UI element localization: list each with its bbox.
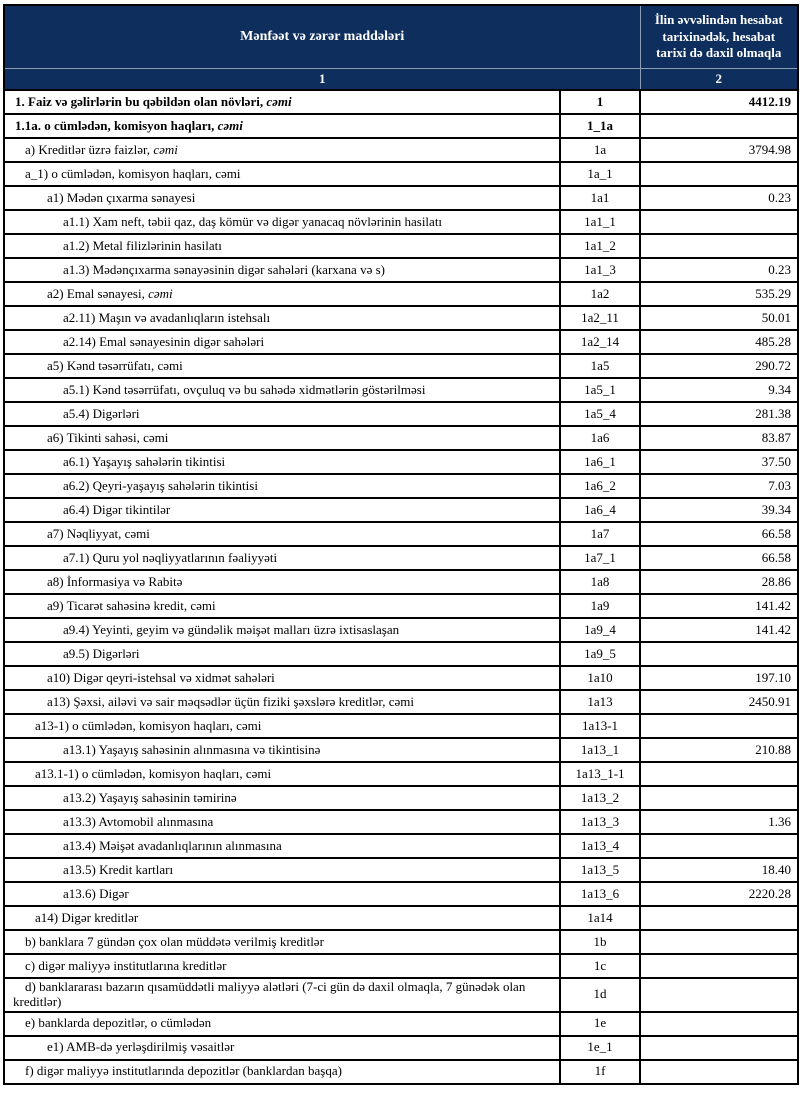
row-label (4, 1012, 560, 1036)
row-value (640, 162, 798, 186)
row-value: 485.28 (640, 330, 798, 354)
row-label-text: a6.2) Qeyri-yaşayış sahələrin tikintisi (63, 477, 258, 493)
table-row (4, 426, 798, 450)
row-label-text: a5.4) Digərləri (63, 405, 140, 421)
row-label-text: a) Kreditlər üzrə faizlər, (25, 141, 154, 157)
table-row (4, 810, 798, 834)
row-value (640, 210, 798, 234)
row-label (4, 930, 560, 954)
row-label-text: a7.1) Quru yol nəqliyyatlarının fəaliyyəti (63, 549, 278, 565)
row-label (4, 450, 560, 474)
row-code: 1a_1 (560, 162, 640, 186)
row-label-text: a13.5) Kredit kartları (63, 861, 174, 877)
row-label (4, 642, 560, 666)
row-value (640, 114, 798, 138)
row-value (640, 834, 798, 858)
row-label (4, 210, 560, 234)
row-value: 3794.98 (640, 138, 798, 162)
row-label (4, 234, 560, 258)
row-value: 141.42 (640, 618, 798, 642)
row-code: 1a5_1 (560, 378, 640, 402)
table-row (4, 1036, 798, 1060)
table-row (4, 162, 798, 186)
row-value: 290.72 (640, 354, 798, 378)
row-label (4, 474, 560, 498)
row-code: 1a2 (560, 282, 640, 306)
row-value (640, 954, 798, 978)
row-label-text: a2.11) Maşın və avadanlıqların istehsalı (63, 309, 271, 325)
table-row (4, 306, 798, 330)
row-label (4, 330, 560, 354)
row-label (4, 858, 560, 882)
row-code: 1a5_4 (560, 402, 640, 426)
table-row (4, 378, 798, 402)
row-value: 50.01 (640, 306, 798, 330)
row-code: 1a13_3 (560, 810, 640, 834)
row-label-italic-suffix: cəmi (148, 285, 173, 301)
row-label-text: 1.1a. o cümlədən, komisyon haqları, (15, 117, 218, 133)
row-label-text: a9) Ticarət sahəsinə kredit, cəmi (47, 597, 216, 613)
row-code: 1a5 (560, 354, 640, 378)
row-code: 1a14 (560, 906, 640, 930)
row-label-text: e) banklarda depozitlər, o cümlədən (25, 1015, 212, 1031)
row-code: 1a13_1 (560, 738, 640, 762)
row-label (4, 570, 560, 594)
row-value: 39.34 (640, 498, 798, 522)
table-row (4, 906, 798, 930)
row-value (640, 234, 798, 258)
table-row (4, 714, 798, 738)
header-title-row (4, 5, 798, 69)
row-code: 1a2_14 (560, 330, 640, 354)
table-row (4, 1060, 798, 1084)
row-code: 1a9_4 (560, 618, 640, 642)
row-label-text: 1. Faiz və gəlirlərin bu qəbildən olan növləri, (15, 93, 267, 109)
table-row (4, 258, 798, 282)
items-column-number: 1 (4, 69, 640, 91)
row-code: 1a13-1 (560, 714, 640, 738)
row-label (4, 378, 560, 402)
row-label (4, 1060, 560, 1084)
row-value: 9.34 (640, 378, 798, 402)
row-code: 1a1_2 (560, 234, 640, 258)
row-label (4, 594, 560, 618)
row-value: 37.50 (640, 450, 798, 474)
header-number-row (4, 69, 798, 91)
row-code: 1 (560, 90, 640, 114)
row-code: 1a (560, 138, 640, 162)
row-value: 141.42 (640, 594, 798, 618)
row-label-text: a14) Digər kreditlər (35, 909, 139, 925)
row-value: 2450.91 (640, 690, 798, 714)
row-code: 1a6_4 (560, 498, 640, 522)
table-row (4, 858, 798, 882)
row-label-text: a_1) o cümlədən, komisyon haqları, cəmi (25, 165, 241, 181)
row-code: 1e_1 (560, 1036, 640, 1060)
row-label-italic-suffix: cəmi (217, 117, 243, 133)
table-row (4, 402, 798, 426)
table-row (4, 354, 798, 378)
row-label-text: e1) AMB-də yerləşdirilmiş vəsaitlər (47, 1039, 235, 1055)
row-code: 1a1_3 (560, 258, 640, 282)
row-value: 197.10 (640, 666, 798, 690)
row-label-text: a13.3) Avtomobil alınmasına (63, 813, 214, 829)
row-label (4, 114, 560, 138)
row-code: 1a1 (560, 186, 640, 210)
row-label (4, 546, 560, 570)
table-row (4, 738, 798, 762)
row-label (4, 690, 560, 714)
table-row (4, 498, 798, 522)
row-label-text: a1.1) Xam neft, təbii qaz, daş kömür və digər yanacaq növlərinin hasilatı (63, 213, 443, 229)
row-label (4, 402, 560, 426)
table-row (4, 330, 798, 354)
row-label (4, 738, 560, 762)
table-row (4, 786, 798, 810)
row-label (4, 522, 560, 546)
row-code: 1a2_11 (560, 306, 640, 330)
table-row (4, 594, 798, 618)
row-code: 1a7_1 (560, 546, 640, 570)
row-code: 1c (560, 954, 640, 978)
row-code: 1f (560, 1060, 640, 1084)
row-label-text: a6) Tikinti sahəsi, cəmi (47, 429, 169, 445)
table-row (4, 1012, 798, 1036)
profit-loss-table (3, 4, 799, 1085)
table-row (4, 642, 798, 666)
row-label (4, 138, 560, 162)
row-label (4, 618, 560, 642)
table-row (4, 978, 798, 1012)
row-label-text: a1.2) Metal filizlərinin hasilatı (63, 237, 222, 253)
row-value: 2220.28 (640, 882, 798, 906)
table-row (4, 618, 798, 642)
row-label-text: a2.14) Emal sənayesinin digər sahələri (63, 333, 265, 349)
row-label-text: c) digər maliyyə institutlarına kreditlər (25, 957, 227, 973)
row-value: 535.29 (640, 282, 798, 306)
row-code: 1a13_1-1 (560, 762, 640, 786)
row-code: 1a7 (560, 522, 640, 546)
row-value (640, 930, 798, 954)
row-code: 1a13_6 (560, 882, 640, 906)
row-label (4, 186, 560, 210)
row-label-text: a13-1) o cümlədən, komisyon haqları, cəmi (35, 717, 262, 733)
row-label-text: a5.1) Kənd təsərrüfatı, ovçuluq və bu sahədə xidmətlərin göstərilməsi (63, 381, 426, 397)
row-code: 1a1_1 (560, 210, 640, 234)
table-row (4, 114, 798, 138)
table-row (4, 186, 798, 210)
row-value: 0.23 (640, 186, 798, 210)
row-label (4, 834, 560, 858)
row-label (4, 906, 560, 930)
table-row (4, 666, 798, 690)
row-label-text: a13.1-1) o cümlədən, komisyon haqları, cəmi (35, 765, 272, 781)
items-column-title: Mənfəət və zərər maddələri (4, 5, 640, 69)
row-label-text: a6.4) Digər tikintilər (63, 501, 171, 517)
table-row (4, 522, 798, 546)
row-label-text: a10) Digər qeyri-istehsal və xidmət sahələri (47, 669, 275, 685)
row-label-text: a2) Emal sənayesi, (47, 285, 149, 301)
row-value (640, 642, 798, 666)
row-value: 66.58 (640, 546, 798, 570)
row-value: 7.03 (640, 474, 798, 498)
row-label-italic-suffix: cəmi (266, 93, 292, 109)
row-value: 4412.19 (640, 90, 798, 114)
row-label-italic-suffix: cəmi (153, 141, 178, 157)
row-value: 18.40 (640, 858, 798, 882)
row-label-text: a9.4) Yeyinti, geyim və gündəlik məişət malları üzrə ixtisaslaşan (63, 621, 400, 637)
row-code: 1b (560, 930, 640, 954)
table-row (4, 282, 798, 306)
row-code: 1d (560, 978, 640, 1012)
row-label (4, 354, 560, 378)
row-value (640, 762, 798, 786)
row-label (4, 786, 560, 810)
row-label (4, 978, 560, 1012)
value-column-title: İlin əvvəlindən hesabat tarixinədək, hesabat tarixi də daxil olmaqla (640, 5, 798, 69)
table-row (4, 954, 798, 978)
row-value (640, 1060, 798, 1084)
row-label-text: a13.2) Yaşayış sahəsinin təmirinə (63, 789, 237, 805)
table-row (4, 930, 798, 954)
row-code: 1a13 (560, 690, 640, 714)
row-code: 1a8 (560, 570, 640, 594)
row-label (4, 714, 560, 738)
value-column-number: 2 (640, 69, 798, 91)
row-label (4, 1036, 560, 1060)
row-label (4, 426, 560, 450)
row-code: 1_1a (560, 114, 640, 138)
row-value (640, 906, 798, 930)
table-row (4, 546, 798, 570)
table-row (4, 762, 798, 786)
row-value: 28.86 (640, 570, 798, 594)
row-label (4, 882, 560, 906)
row-label-text: d) banklararası bazarın qısamüddətli maliyyə alətləri (7-ci gün də daxil olmaqla, 7 günədək olan kreditlər) (13, 979, 526, 1009)
row-code: 1a13_4 (560, 834, 640, 858)
row-label-text: a5) Kənd təsərrüfatı, cəmi (47, 357, 183, 373)
row-code: 1a10 (560, 666, 640, 690)
row-code: 1a9 (560, 594, 640, 618)
row-label (4, 762, 560, 786)
row-label-text: a9.5) Digərləri (63, 645, 140, 661)
row-label (4, 498, 560, 522)
row-value (640, 978, 798, 1012)
row-label (4, 954, 560, 978)
table-row (4, 90, 798, 114)
row-code: 1a13_2 (560, 786, 640, 810)
table-row (4, 474, 798, 498)
row-value: 210.88 (640, 738, 798, 762)
row-label (4, 666, 560, 690)
row-label (4, 162, 560, 186)
row-value: 281.38 (640, 402, 798, 426)
row-label (4, 258, 560, 282)
row-value (640, 714, 798, 738)
table-row (4, 690, 798, 714)
table-row (4, 570, 798, 594)
table-row (4, 882, 798, 906)
table-row (4, 834, 798, 858)
row-label-text: a13.6) Digər (63, 885, 129, 901)
row-label-text: a13.4) Məişət avadanlıqlarının alınmasına (63, 837, 282, 853)
row-value: 0.23 (640, 258, 798, 282)
row-label (4, 810, 560, 834)
row-label-text: a1) Mədən çıxarma sənayesi (47, 189, 196, 205)
table-row (4, 210, 798, 234)
row-label-text: a13.1) Yaşayış sahəsinin alınmasına və tikintisinə (63, 741, 321, 757)
row-label (4, 306, 560, 330)
row-value: 66.58 (640, 522, 798, 546)
row-label-text: a1.3) Mədənçıxarma sənayəsinin digər sahələri (karxana və s) (63, 261, 385, 277)
row-code: 1a13_5 (560, 858, 640, 882)
row-label (4, 282, 560, 306)
table-body (4, 90, 798, 1084)
row-code: 1a6 (560, 426, 640, 450)
row-label-text: a13) Şəxsi, ailəvi və sair məqsədlər üçün fiziki şəxslərə kreditlər, cəmi (47, 693, 414, 709)
table-row (4, 234, 798, 258)
row-value: 1.36 (640, 810, 798, 834)
row-code: 1e (560, 1012, 640, 1036)
row-label-text: a8) İnformasiya və Rabitə (47, 573, 183, 589)
row-value (640, 1012, 798, 1036)
row-value: 83.87 (640, 426, 798, 450)
row-label-text: b) banklara 7 gündən çox olan müddətə verilmiş kreditlər (25, 933, 324, 949)
row-label-text: a7) Nəqliyyat, cəmi (47, 525, 150, 541)
row-label-text: f) digər maliyyə institutlarında depozitlər (banklardan başqa) (25, 1063, 342, 1079)
row-label (4, 90, 560, 114)
table-row (4, 450, 798, 474)
row-code: 1a9_5 (560, 642, 640, 666)
row-value (640, 1036, 798, 1060)
row-code: 1a6_1 (560, 450, 640, 474)
table-row (4, 138, 798, 162)
table-header (4, 5, 798, 90)
row-label-text: a6.1) Yaşayış sahələrin tikintisi (63, 453, 226, 469)
row-code: 1a6_2 (560, 474, 640, 498)
row-value (640, 786, 798, 810)
